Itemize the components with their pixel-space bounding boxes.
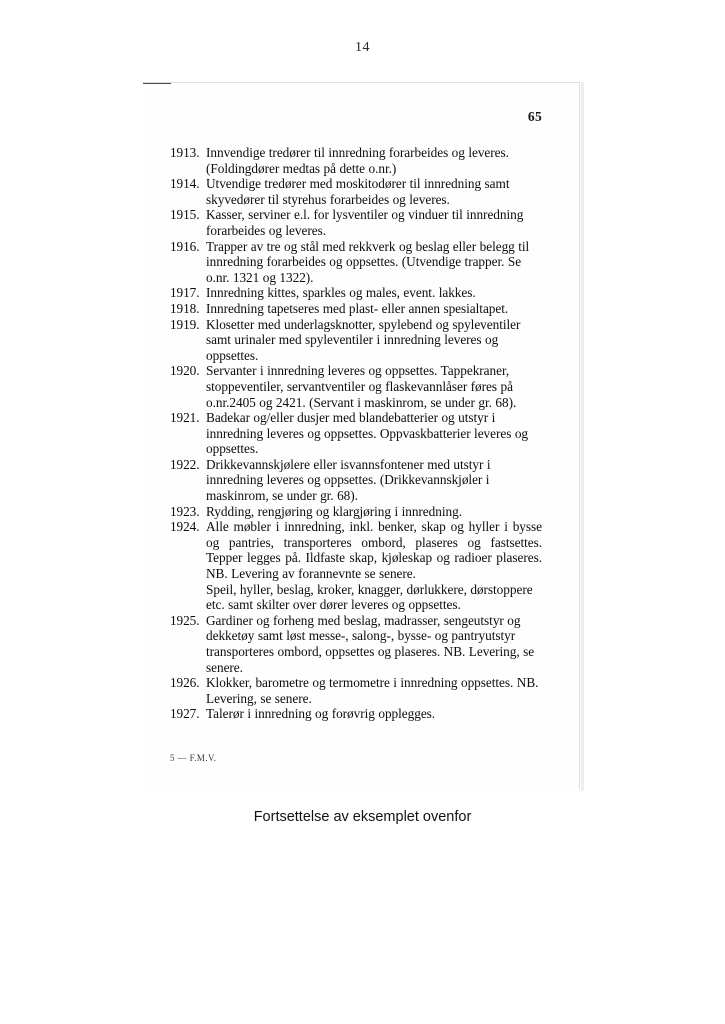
- list-item: [170, 176, 542, 207]
- list-item-number: 1921.: [170, 410, 200, 426]
- list-item: [170, 145, 542, 176]
- list-item-paragraph: Drikkevannskjølere eller isvannsfontener med utstyr i innredning leveres og oppsettes. (Drikkevannskjøler i maskinrom, se under gr. 68).: [206, 456, 491, 504]
- list-item: [170, 285, 542, 301]
- list-item-number: 1916.: [170, 238, 200, 254]
- list-item-text: [206, 675, 542, 706]
- list-item: [170, 519, 542, 613]
- list-item: [170, 301, 542, 317]
- scan-page-number: 14: [355, 40, 370, 55]
- list-item-text: [206, 317, 542, 364]
- list-item: [170, 207, 542, 238]
- list-item-text: [206, 504, 542, 520]
- list-item-paragraph: Badekar og/eller dusjer med blandebatterier og utstyr i innredning leveres og oppsettes. Oppvaskbatterier leveres og oppsettes.: [206, 410, 529, 457]
- list-item-number: 1920.: [170, 363, 200, 379]
- folio-number: 65: [527, 109, 542, 124]
- book-page: [143, 82, 580, 789]
- list-item-paragraph: Utvendige tredører med moskitodører til innredning samt skyvedører til styrehus forarbeides og leveres.: [206, 176, 510, 207]
- signature-mark: 5 — F.M.V.: [170, 753, 217, 763]
- list-item-number: 1915.: [170, 207, 200, 223]
- list-item-number: 1924.: [170, 519, 200, 535]
- list-item: [170, 363, 542, 410]
- list-item-text: [206, 239, 542, 286]
- list-item-text: [206, 285, 542, 301]
- list-item-number: 1925.: [170, 612, 200, 628]
- list-item-number: 1913.: [170, 145, 200, 160]
- list-item-paragraph: Klokker, barometre og termometre i innredning oppsettes. NB. Levering, se senere.: [206, 675, 539, 706]
- list-item-text: [206, 706, 542, 722]
- list-item-paragraph: Kasser, serviner e.l. for lysventiler og vinduer til innredning forarbeides og leveres.: [206, 207, 524, 238]
- list-item-paragraph: Gardiner og forheng med beslag, madrasser, sengeutstyr og dekketøy samt løst messe-, salong-, bysse- og pantryutstyr transporteres ombord, oppsettes og plaseres. NB. Levering, se senere.: [206, 612, 535, 675]
- list-item-text: [206, 519, 542, 613]
- list-item-paragraph: Servanter i innredning leveres og oppsettes. Tappekraner, stoppeventiler, servantventiler og flaskevannlåser føres på o.nr.2405 og 2421. (Servant i maskinrom, se under gr. 68).: [206, 363, 517, 410]
- list-item-paragraph: Trapper av tre og stål med rekkverk og beslag eller belegg til innredning forarbeides og oppsettes. (Utvendige trapper. Se o.nr. 1321 og 1322).: [206, 238, 530, 285]
- list-item-text: [206, 145, 542, 176]
- list-item: [170, 457, 542, 504]
- list-item: [170, 613, 542, 675]
- list-item: [170, 504, 542, 520]
- list-item-text: [206, 207, 542, 238]
- list-item-paragraph: Rydding, rengjøring og klargjøring i innredning.: [206, 503, 462, 519]
- list-item: [170, 317, 542, 364]
- list-item-number: 1917.: [170, 285, 200, 301]
- list-item-number: 1914.: [170, 176, 200, 192]
- list-item: [170, 239, 542, 286]
- list-item-number: 1926.: [170, 675, 200, 691]
- list-item-paragraph: Alle møbler i innredning, inkl. benker, skap og hyller i bysse og pantries, transporteres ombord, plaseres og fastsettes. Tepper legges på. Ildfaste skap, kjøleskap og radioer plaseres. NB. Levering av forannevnte se senere.: [206, 519, 542, 582]
- list-item-paragraph: Innredning tapetseres med plast- eller annen spesialtapet.: [206, 300, 509, 316]
- list-item-number: 1919.: [170, 316, 200, 332]
- list-item-number: 1918.: [170, 300, 200, 316]
- list-item-number: 1923.: [170, 503, 200, 519]
- list-item: [170, 410, 542, 457]
- list-item: [170, 675, 542, 706]
- list-item-paragraph: Innvendige tredører til innredning forarbeides og leveres. (Foldingdører medtas på dette o.nr.): [206, 145, 509, 176]
- list-item-text: [206, 457, 542, 504]
- list-item-text: [206, 176, 542, 207]
- list-item-paragraph: Talerør i innredning og forøvrig opplegges.: [206, 706, 436, 722]
- list-item-paragraph: Klosetter med underlagsknotter, spylebend og spyleventiler samt urinaler med spyleventiler i innredning leveres og oppsettes.: [206, 316, 521, 363]
- list-item: [170, 706, 542, 722]
- list-item-text: [206, 363, 542, 410]
- list-item-text: [206, 613, 542, 675]
- numbered-item-list: [170, 145, 542, 722]
- list-item-number: 1927.: [170, 706, 200, 722]
- list-item-text: [206, 410, 542, 457]
- list-item-number: 1922.: [170, 456, 200, 472]
- list-item-text: [206, 301, 542, 317]
- figure-caption: Fortsettelse av eksemplet ovenfor: [253, 809, 472, 825]
- page-edge-tick: [143, 83, 171, 84]
- list-item-paragraph: Innredning kittes, sparkles og males, event. lakkes.: [206, 285, 476, 301]
- list-item-paragraph: Speil, hyller, beslag, kroker, knagger, dørlukkere, dørstoppere etc. samt skilter over dører leveres og oppsettes.: [206, 581, 533, 613]
